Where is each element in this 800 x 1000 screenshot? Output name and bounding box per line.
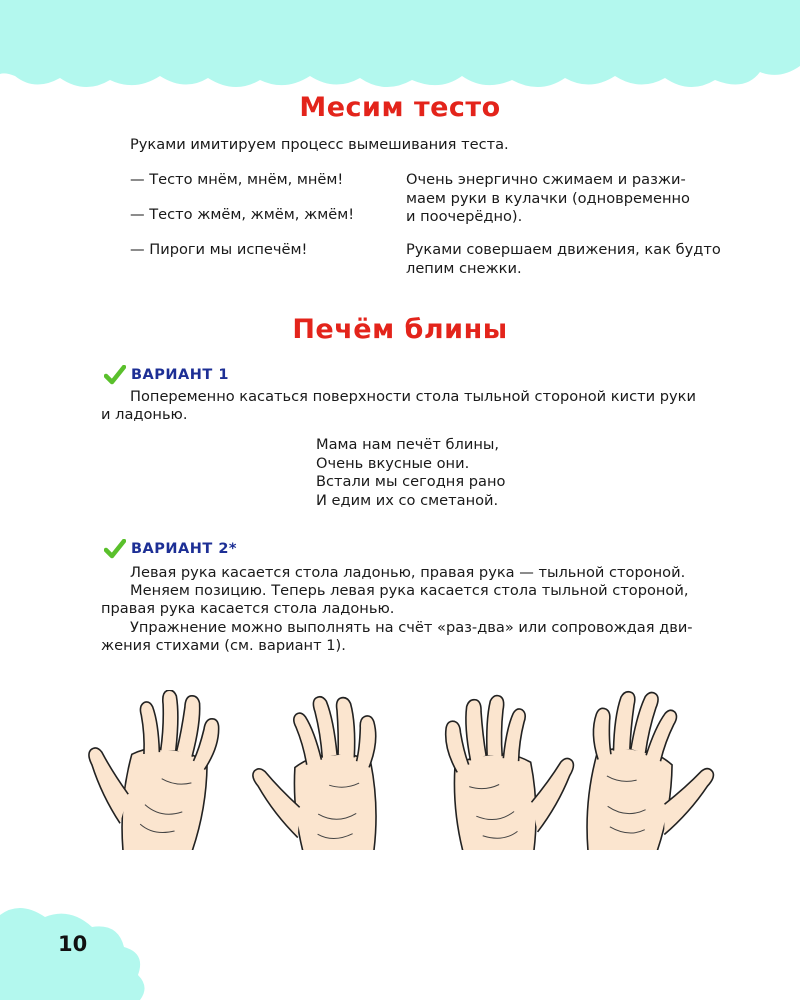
poem: Мама нам печёт блины, Очень вкусные они. Встали мы сегодня рано И едим их со сметаной. <box>316 436 506 509</box>
action-description-1: Очень энергично сжимаем и разжи- маем руки в кулачки (одновременно и поочерёдно). <box>406 171 690 225</box>
variant-1-label: ВАРИАНТ 1 <box>131 367 229 383</box>
variant-2-text: Левая рука касается стола ладонью, правая рука — тыльной стороной. Меняем позицию. Теперь левая рука касается стола тыльной стороной, правая рука касается стола ладонью. Упражнение можно выполнять на счёт «раз-два» или сопровождая дви- жения стихами (см. вариант 1). <box>101 564 693 654</box>
hand-back-left <box>74 690 223 850</box>
hand-palm-left <box>248 693 386 850</box>
rhyme-line-3: — Пироги мы испечём! <box>130 241 308 258</box>
hand-back-right <box>575 690 724 850</box>
page-number: 10 <box>58 932 88 956</box>
rhyme-line-2: — Тесто жмём, жмём, жмём! <box>130 206 355 223</box>
rhyme-line-1: — Тесто мнём, мнём, мнём! <box>130 171 344 188</box>
checkmark-icon <box>104 365 126 385</box>
hands-illustration <box>0 690 800 850</box>
intro-text: Руками имитируем процесс вымешивания теста. <box>130 136 509 153</box>
variant-2-heading <box>104 538 237 560</box>
checkmark-icon <box>104 539 126 559</box>
variant-1-text: Попеременно касаться поверхности стола тыльной стороной кисти руки и ладонью. <box>101 388 696 424</box>
top-cloud-decoration <box>0 0 800 100</box>
variant-1-heading <box>104 364 229 386</box>
section-title-dough: Месим тесто <box>299 92 501 123</box>
section-title-pancakes: Печём блины <box>292 314 508 345</box>
variant-2-label: ВАРИАНТ 2* <box>131 541 238 557</box>
hand-palm-right <box>443 691 581 850</box>
action-description-2: Руками совершаем движения, как будто лепим снежки. <box>406 241 721 277</box>
